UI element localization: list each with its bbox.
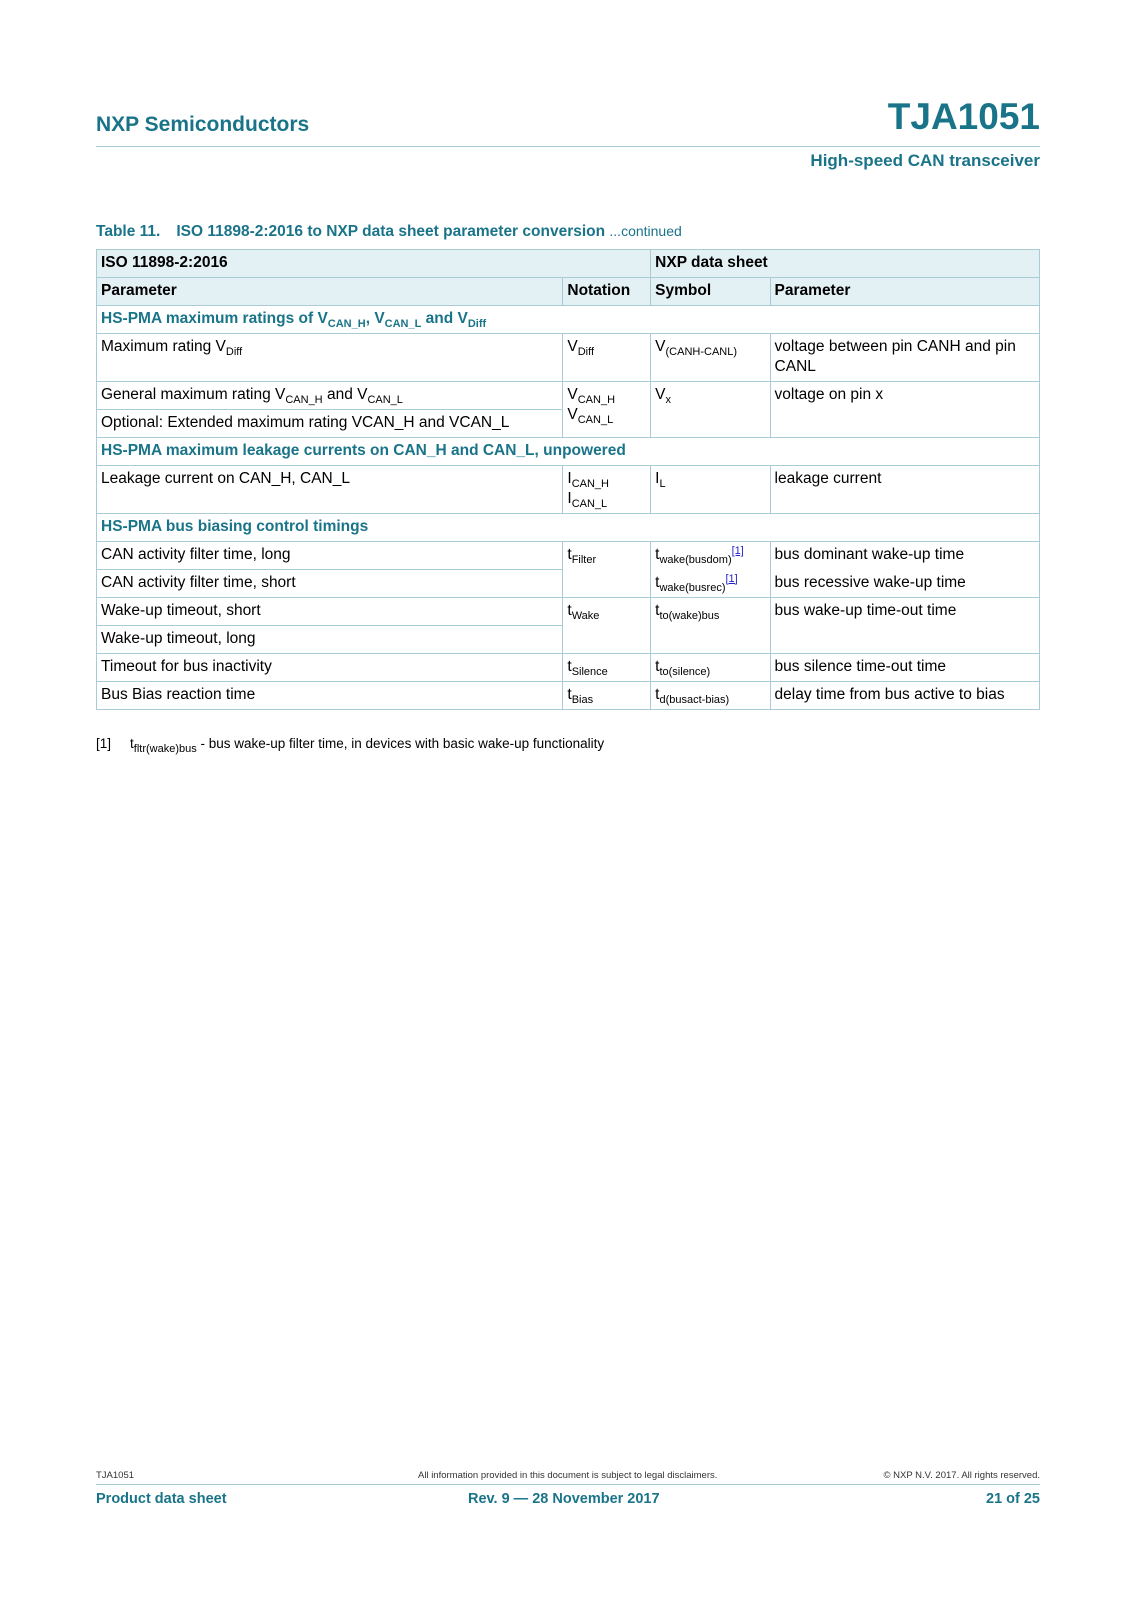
table-section-row [97, 514, 1040, 542]
cell-description: delay time from bus active to bias [770, 682, 1039, 710]
cell-description: bus recessive wake-up time [770, 570, 1039, 598]
table-row [97, 466, 1040, 514]
table-row [97, 598, 1040, 626]
cell-notation: $I_{CAN\_H}$ $I_{CAN\_L}$ [563, 466, 651, 514]
cell-parameter: Optional: Extended maximum rating VCAN_H and VCAN_L [97, 410, 563, 438]
group-header-iso: ISO 11898-2:2016 [97, 250, 651, 278]
header-product-name: TJA1051 [887, 96, 1040, 137]
cell-notation: $t_{Wake}$ [563, 598, 651, 654]
table-row [97, 334, 1040, 382]
footnote-link[interactable]: [1] [725, 572, 738, 585]
cell-symbol: $I_L$ [651, 466, 770, 514]
footer-doc-type: Product data sheet [96, 1491, 227, 1507]
section-bus-biasing: HS-PMA bus biasing control timings [97, 514, 1040, 542]
table-section-row [97, 306, 1040, 334]
table-group-header-row [97, 250, 1040, 278]
cell-symbol: $t_{to(wake)bus}$ [651, 598, 770, 654]
col-header-parameter: Parameter [97, 278, 563, 306]
table-row [97, 682, 1040, 710]
cell-description: bus wake-up time-out time [770, 598, 1039, 654]
cell-description: bus silence time-out time [770, 654, 1039, 682]
cell-parameter: CAN activity filter time, long [97, 542, 563, 570]
cell-parameter: Bus Bias reaction time [97, 682, 563, 710]
footer-doc-id: TJA1051 [96, 1470, 135, 1481]
footer-divider [96, 1484, 1040, 1485]
footer-copyright: © NXP N.V. 2017. All rights reserved. [883, 1470, 1040, 1481]
header-company: NXP Semiconductors [96, 113, 310, 136]
cell-parameter: General maximum rating $V_{CAN\_H}$ and $V_{CAN\_L}$ [97, 382, 563, 410]
cell-notation: $V_{CAN\_H}$ $V_{CAN\_L}$ [563, 382, 651, 438]
footnote [96, 736, 605, 755]
group-header-nxp: NXP data sheet [651, 250, 1040, 278]
cell-notation: $t_{Bias}$ [563, 682, 651, 710]
footnote-link[interactable]: [1] [731, 545, 744, 557]
cell-parameter: Maximum rating $V_{Diff}$ [97, 334, 563, 382]
footer-page-number: 21 of 25 [986, 1491, 1040, 1507]
cell-symbol: $V_x$ [651, 382, 770, 438]
cell-notation: $t_{Silence}$ [563, 654, 651, 682]
section-leakage: HS-PMA maximum leakage currents on CAN_H and CAN_L, unpowered [97, 438, 1040, 466]
cell-description: bus dominant wake-up time [770, 542, 1039, 570]
table-row [97, 654, 1040, 682]
footnote-label: [1] [96, 736, 112, 751]
table-row [97, 382, 1040, 410]
table-caption [96, 223, 682, 241]
header-subtitle: High-speed CAN transceiver [810, 151, 1040, 170]
cell-symbol: $t_{d(busact-bias)}$ [651, 682, 770, 710]
cell-symbol: $t_{wake(busdom)}[1]$ [651, 542, 770, 570]
table-column-header-row [97, 278, 1040, 306]
table-section-row [97, 438, 1040, 466]
col-header-nxp-parameter: Parameter [770, 278, 1039, 306]
cell-symbol: $t_{wake(busrec)}[1]$ [651, 570, 770, 598]
footnote-symbol: $t_{fltr(wake)bus}$ [130, 736, 197, 755]
table-number: Table 11. [96, 223, 161, 240]
cell-parameter: Leakage current on CAN_H, CAN_L [97, 466, 563, 514]
table-row [97, 542, 1040, 570]
cell-description: voltage on pin x [770, 382, 1039, 438]
table-continued: ...continued [609, 223, 682, 239]
header-divider [96, 146, 1040, 147]
conversion-table [96, 249, 1040, 710]
cell-parameter: CAN activity filter time, short [97, 570, 563, 598]
cell-parameter: Wake-up timeout, short [97, 598, 563, 626]
cell-description: leakage current [770, 466, 1039, 514]
section-max-ratings: HS-PMA maximum ratings of $V_{CAN\_H}$, $V_{CAN\_L}$ and $V_{Diff}$ [97, 306, 1040, 334]
cell-symbol: $t_{to(silence)}$ [651, 654, 770, 682]
footer-revision: Rev. 9 — 28 November 2017 [468, 1491, 660, 1507]
cell-notation: $V_{Diff}$ [563, 334, 651, 382]
col-header-symbol: Symbol [651, 278, 770, 306]
footer-disclaimer: All information provided in this document is subject to legal disclaimers. [418, 1470, 718, 1481]
cell-parameter: Wake-up timeout, long [97, 626, 563, 654]
cell-symbol: $V_{(CANH-CANL)}$ [651, 334, 770, 382]
cell-notation: $t_{Filter}$ [563, 542, 651, 598]
cell-parameter: Timeout for bus inactivity [97, 654, 563, 682]
footnote-text: - bus wake-up filter time, in devices with basic wake-up functionality [196, 736, 605, 751]
table-title: ISO 11898-2:2016 to NXP data sheet parameter conversion [176, 223, 606, 240]
cell-description: voltage between pin CANH and pin CANL [770, 334, 1039, 382]
col-header-notation: Notation [563, 278, 651, 306]
